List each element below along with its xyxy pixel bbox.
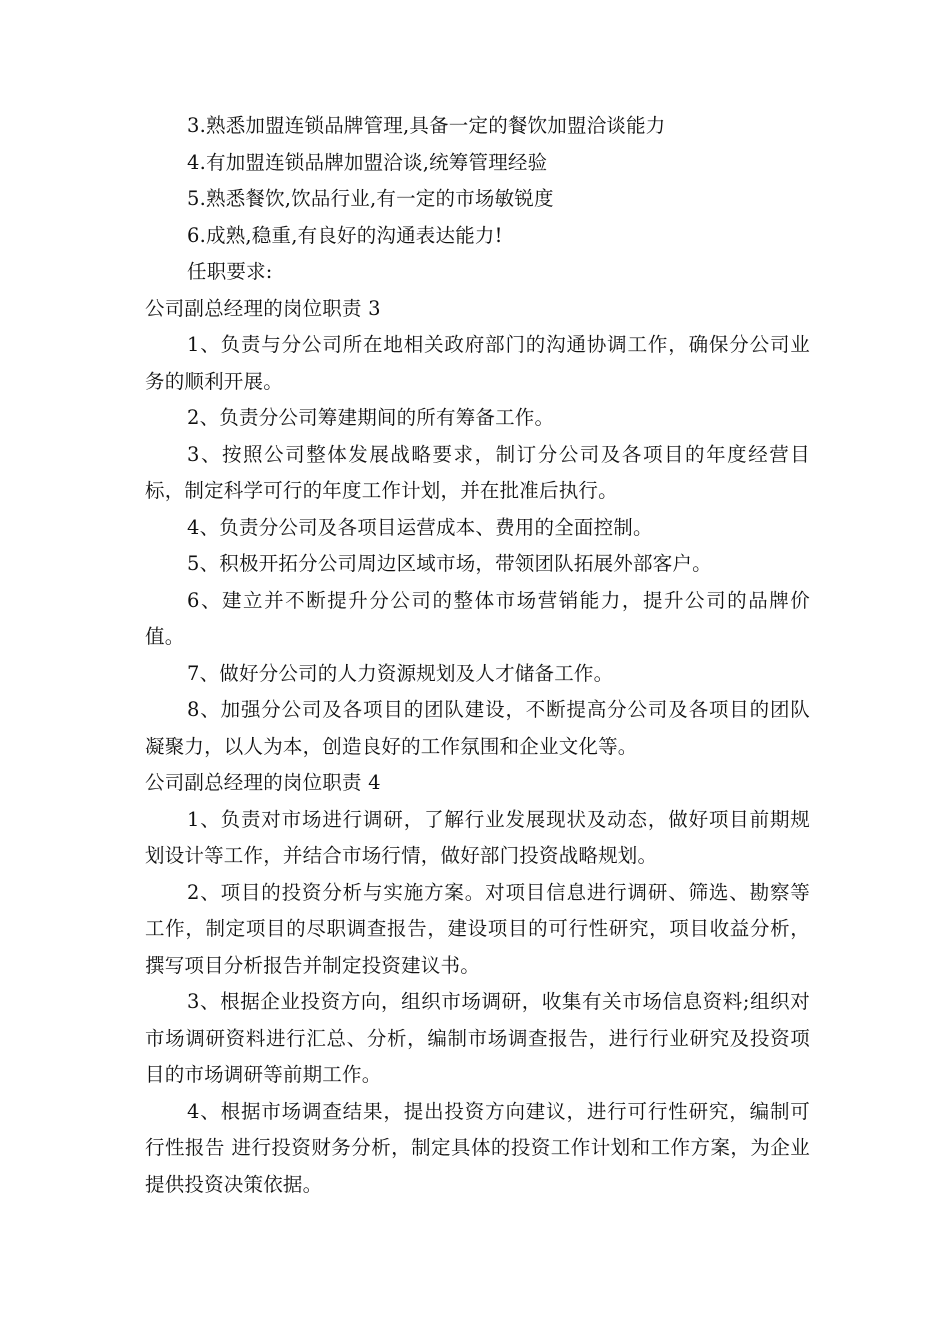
duty-item: 5、积极开拓分公司周边区域市场，带领团队拓展外部客户。 (187, 552, 712, 575)
requirement-item: 3.熟悉加盟连锁品牌管理,具备一定的餐饮加盟洽谈能力 (187, 114, 666, 137)
duty-item: 3、按照公司整体发展战略要求，制订分公司及各项目的年度经营目标，制定科学可行的年度工作计划，并在批准后执行。 (145, 442, 810, 502)
duty-item: 4、根据市场调查结果，提出投资方向建议，进行可行性研究，编制可行性报告 进行投资财务分析，制定具体的投资工作计划和工作方案，为企业提供投资决策依据。 (145, 1099, 810, 1196)
duty-item: 1、负责与分公司所在地相关政府部门的沟通协调工作，确保分公司业务的顺利开展。 (145, 333, 810, 393)
section-heading: 公司副总经理的岗位职责 4 (145, 771, 381, 794)
requirements-label: 任职要求: (187, 260, 273, 283)
section-heading: 公司副总经理的岗位职责 3 (145, 296, 381, 320)
duty-item: 3、根据企业投资方向，组织市场调研，收集有关市场信息资料;组织对市场调研资料进行汇总、分析，编制市场调查报告，进行行业研究及投资项目的市场调研等前期工作。 (145, 990, 810, 1086)
requirement-item: 4.有加盟连锁品牌加盟洽谈,统筹管理经验 (187, 150, 548, 174)
document-body (145, 108, 810, 1203)
requirement-item: 6.成熟,稳重,有良好的沟通表达能力! (187, 223, 503, 247)
duty-item: 4、负责分公司及各项目运营成本、费用的全面控制。 (187, 515, 653, 539)
duty-item: 2、项目的投资分析与实施方案。对项目信息进行调研、筛选、勘察等工作，制定项目的尽职调查报告，建设项目的可行性研究，项目收益分析，撰写项目分析报告并制定投资建议书。 (145, 880, 810, 977)
duty-item: 2、负责分公司筹建期间的所有筹备工作。 (187, 406, 555, 429)
duty-item: 8、加强分公司及各项目的团队建设，不断提高分公司及各项目的团队凝聚力，以人为本，创造良好的工作氛围和企业文化等。 (145, 698, 810, 758)
duty-item: 1、负责对市场进行调研，了解行业发展现状及动态，做好项目前期规划设计等工作，并结合市场行情，做好部门投资战略规划。 (145, 807, 810, 867)
requirement-item: 5.熟悉餐饮,饮品行业,有一定的市场敏锐度 (187, 187, 554, 210)
duty-item: 6、建立并不断提升分公司的整体市场营销能力，提升公司的品牌价值。 (145, 588, 810, 648)
duty-item: 7、做好分公司的人力资源规划及人才储备工作。 (187, 661, 614, 685)
